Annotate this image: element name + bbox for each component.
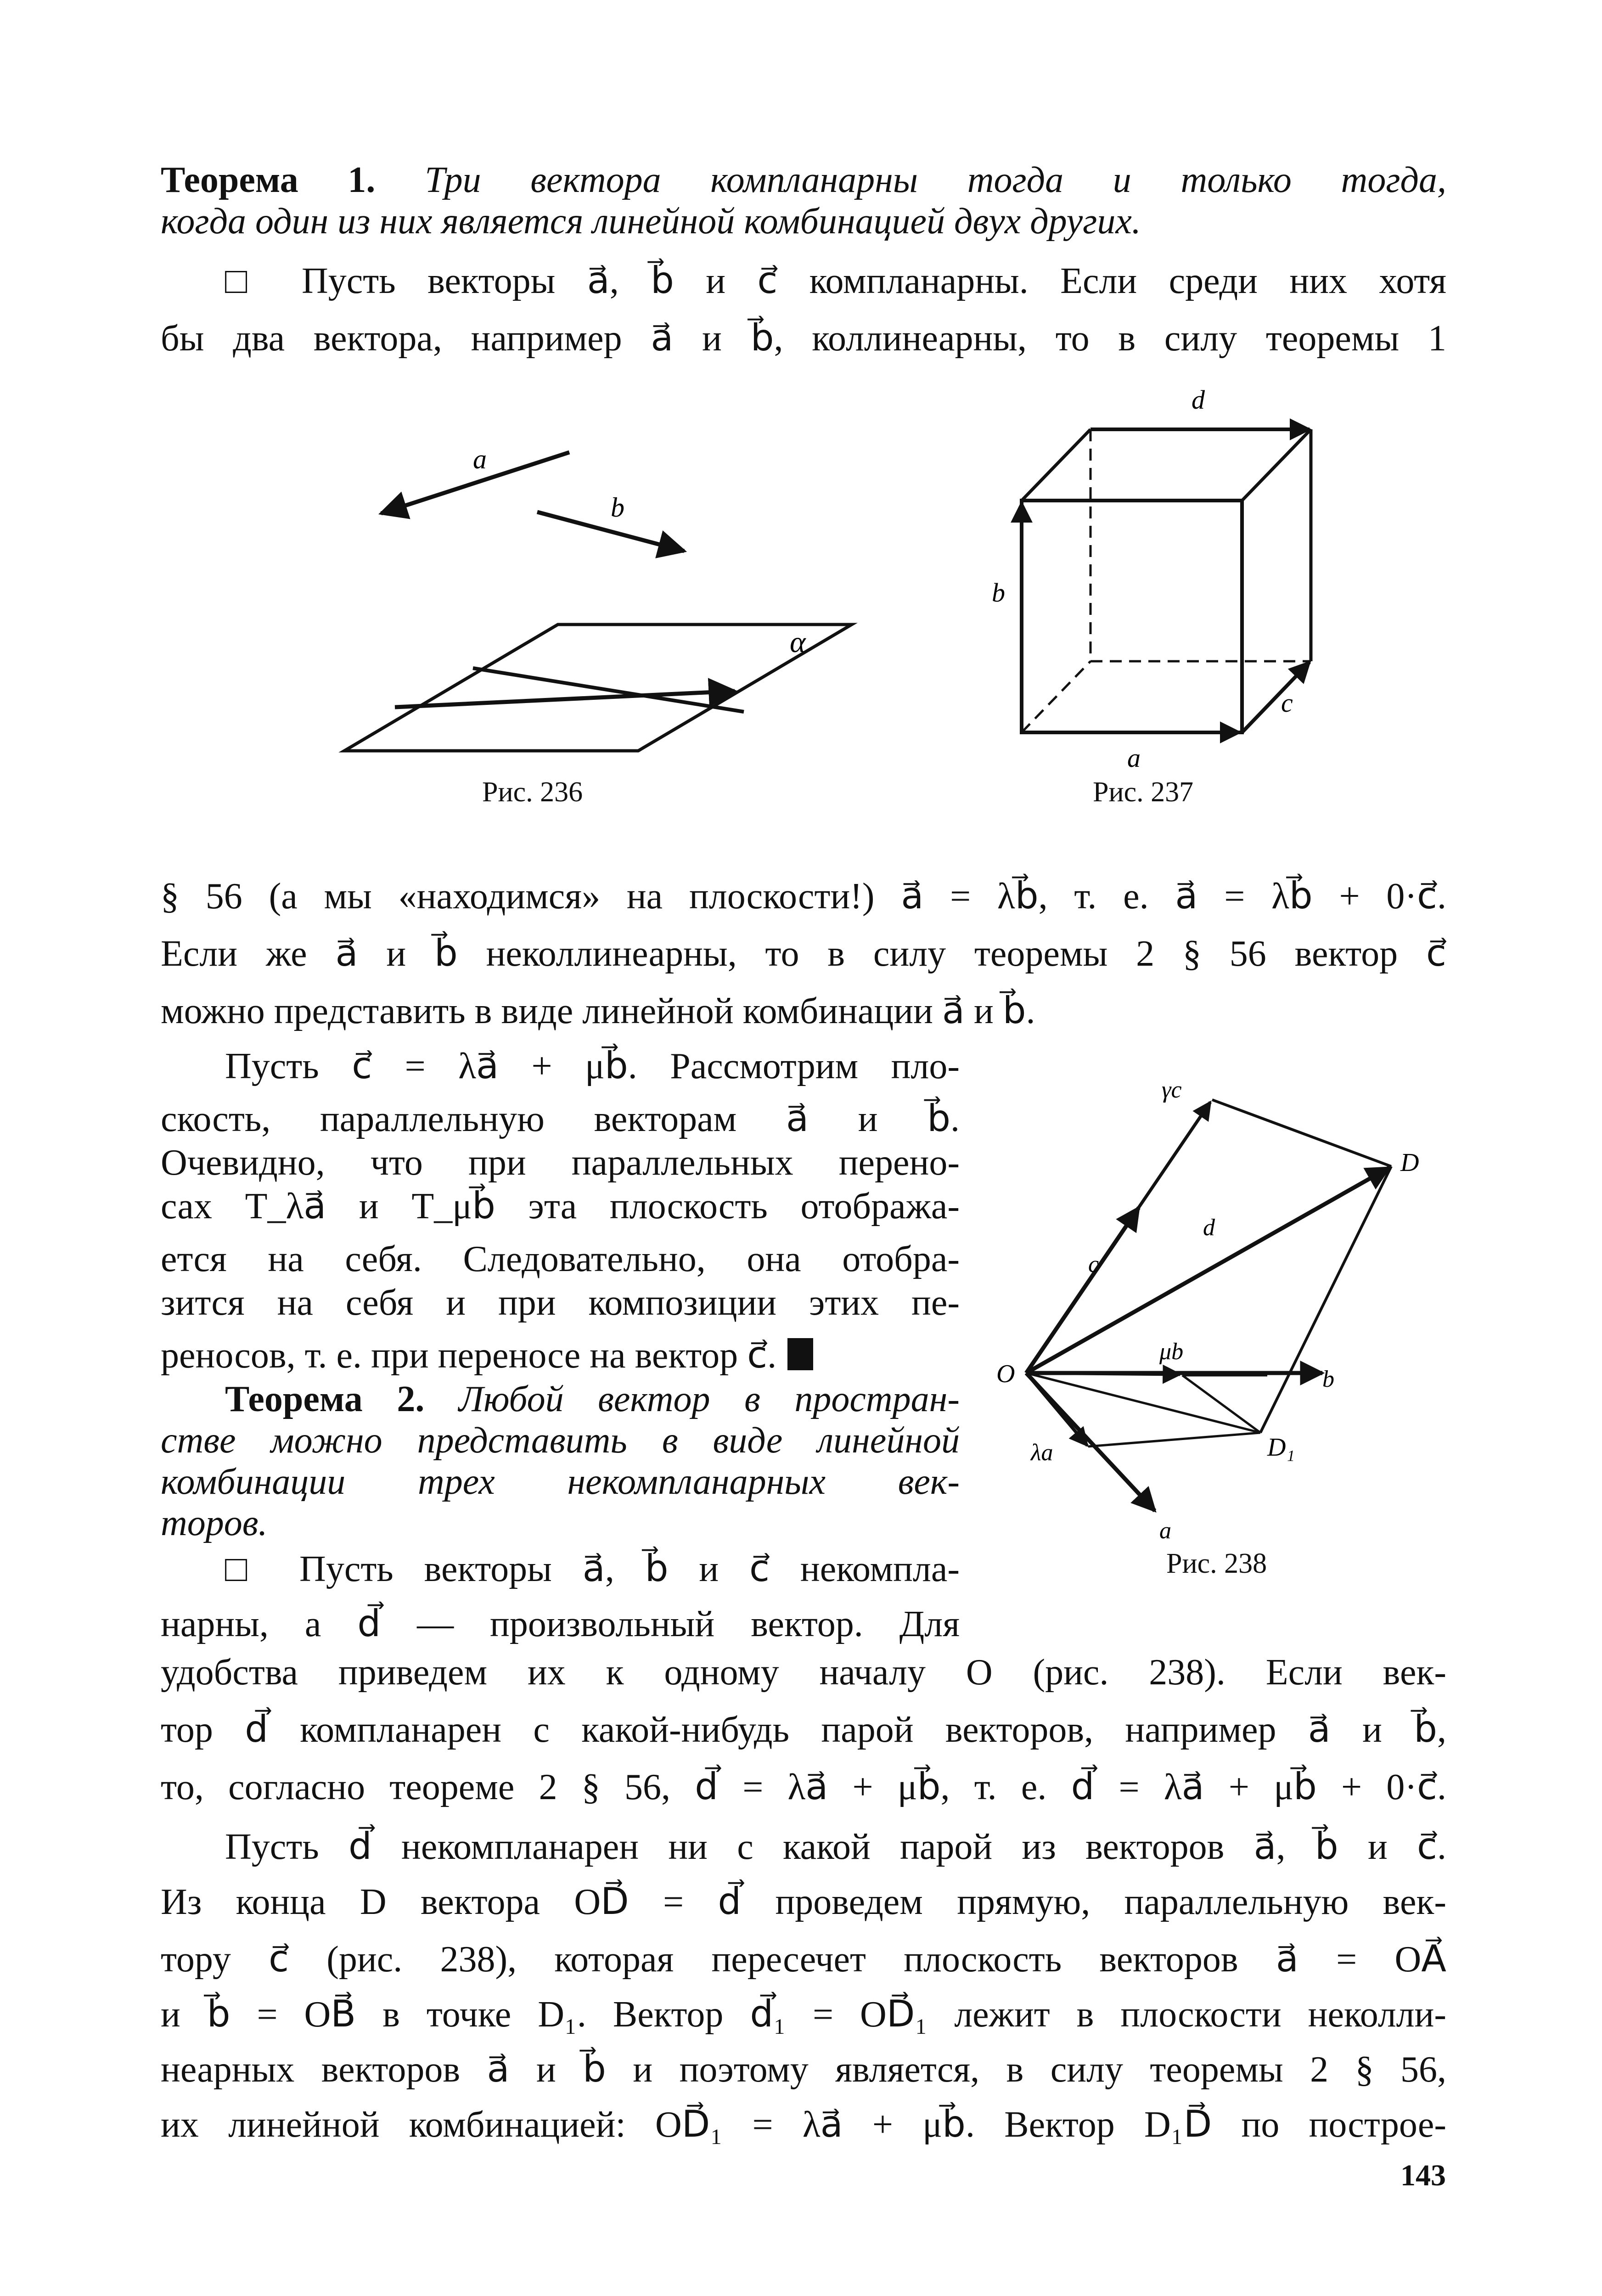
line-lambda-a-to-D1 [1088, 1433, 1260, 1446]
fig238-label-gamma-c: γc [1162, 1077, 1182, 1103]
proof1-narrow-6: зится на себя и при композиции этих пе- [161, 1283, 960, 1323]
proof2-line1: □ Пусть векторы a⃗, b⃗ и c⃗ некомпла- [225, 1549, 960, 1589]
figure-238 [996, 1056, 1460, 1561]
fig238-label-D: D [1400, 1148, 1419, 1177]
proof1-narrow-5: ется на себя. Следовательно, она отобра- [161, 1239, 960, 1279]
theorem1-line2: когда один из них является линейной комбинацией двух других. [161, 201, 1141, 242]
proof2-line6: Пусть d⃗ некомпланарен ни с какой парой из векторов a⃗, b⃗ и c⃗. [225, 1827, 1446, 1867]
fig238-label-mu-b: μb [1159, 1339, 1184, 1365]
line-mub-to-D1 [1182, 1375, 1260, 1433]
proof1-line1: □ Пусть векторы a⃗, b⃗ и c⃗ компланарны. Если среди них хотя [225, 261, 1446, 301]
vector-mu-b-arrow [1026, 1373, 1180, 1374]
proof1-line3: § 56 (а мы «находимся» на плоскости!) a⃗ = λb⃗, т. е. a⃗ = λb⃗ + 0·c⃗. [161, 876, 1446, 917]
proof1-narrow-4: сах T_λa⃗ и T_μb⃗ эта плоскость отобража- [161, 1186, 960, 1227]
proof1-narrow-1: Пусть c⃗ = λa⃗ + μb⃗. Рассмотрим пло- [225, 1046, 960, 1086]
fig238-label-d: d [1203, 1215, 1215, 1241]
fig238-label-b: b [1322, 1366, 1334, 1392]
figure-236 [257, 413, 900, 817]
vector-c-arrow [1242, 662, 1310, 732]
cube-edge-top-right [1242, 429, 1311, 501]
cube-hidden-diagonal [1022, 661, 1090, 732]
vector-d-arrow [1026, 1168, 1389, 1373]
proof2-line10: неарных векторов a⃗ и b⃗ и поэтому является, в силу теоремы 2 § 56, [161, 2049, 1446, 2090]
proof2-line2: нарны, а d⃗ — произвольный вектор. Для [161, 1604, 960, 1644]
line-D-to-D1 [1260, 1166, 1391, 1433]
fig238-label-O: O [996, 1360, 1015, 1388]
proof1-line4: Если же a⃗ и b⃗ неколлинеарны, то в силу теоремы 2 § 56 вектор c⃗ [161, 934, 1446, 974]
fig236-label-b: b [611, 492, 624, 523]
theorem2-line3: комбинации трех некомпланарных век- [161, 1462, 960, 1502]
theorem1-text-1: Три вектора компланарны тогда и только тогда, [425, 160, 1447, 200]
fig238-label-D1: D₁ [1267, 1433, 1295, 1462]
fig238-label-c: c [1088, 1251, 1099, 1277]
vector-lambda-a-arrow [1026, 1373, 1087, 1446]
line-c-top-to-D [1212, 1100, 1391, 1166]
fig237-label-d: d [1192, 385, 1205, 415]
fig237-label-b: b [992, 578, 1005, 608]
proof1-narrow-7-text: реносов, т. е. при переносе на вектор c⃗. [161, 1335, 777, 1376]
theorem2-label: Теорема 2. [225, 1379, 425, 1419]
proof1-line2: бы два вектора, например a⃗ и b⃗, коллинеарны, то в силу теоремы 1 [161, 318, 1446, 359]
line-O-to-D1 [1026, 1373, 1260, 1433]
proof2-line5: то, согласно теореме 2 § 56, d⃗ = λa⃗ + μb⃗, т. е. d⃗ = λa⃗ + μb⃗ + 0·c⃗. [161, 1767, 1446, 1807]
proof1-line5: можно представить в виде линейной комбинации a⃗ и b⃗. [161, 991, 1035, 1031]
fig238-label-a: a [1159, 1518, 1171, 1544]
end-of-proof-mark [787, 1338, 813, 1370]
theorem2-line2: стве можно представить в виде линейной [161, 1420, 960, 1461]
fig237-caption: Рис. 237 [1093, 777, 1194, 808]
proof2-line9: и b⃗ = OB⃗ в точке D₁. Вектор d⃗₁ = OD⃗₁ лежит в плоскости неколли- [161, 1994, 1446, 2035]
theorem2-text-1: Любой вектор в простран- [458, 1379, 960, 1419]
fig237-label-a: a [1127, 743, 1141, 773]
fig236-label-alpha: α [790, 625, 806, 659]
plane-vector-1 [395, 691, 735, 707]
fig237-label-c: c [1281, 688, 1293, 718]
proof2-line8: тору c⃗ (рис. 238), которая пересечет плоскость векторов a⃗ = OA⃗ [161, 1939, 1446, 1980]
proof2-line7: Из конца D вектора OD⃗ = d⃗ проведем прямую, параллельную век- [161, 1882, 1446, 1922]
fig238-label-lambda-a: λa [1031, 1440, 1053, 1466]
vector-c-arrow [1026, 1208, 1139, 1373]
theorem2-line4: торов. [161, 1503, 268, 1543]
fig238-caption: Рис. 238 [1166, 1548, 1267, 1579]
proof2-line11: их линейной комбинацией: OD⃗₁ = λa⃗ + μb⃗. Вектор D₁D⃗ по построе- [161, 2105, 1446, 2145]
fig236-caption: Рис. 236 [482, 777, 583, 808]
theorem1-label: Теорема 1. [161, 160, 376, 200]
figure-237 [992, 367, 1368, 781]
cube-edge-top-left [1022, 429, 1090, 501]
plane-vector-2 [473, 668, 744, 712]
proof1-narrow-3: Очевидно, что при параллельных перено- [161, 1142, 960, 1183]
proof2-line3: удобства приведем их к одному началу O (рис. 238). Если век- [161, 1652, 1446, 1693]
page-number: 143 [1400, 2159, 1446, 2192]
proof2-line4: тор d⃗ компланарен с какой-нибудь парой векторов, например a⃗ и b⃗, [161, 1710, 1446, 1750]
fig236-label-a: a [473, 444, 487, 474]
proof1-narrow-2: скость, параллельную векторам a⃗ и b⃗. [161, 1099, 960, 1139]
